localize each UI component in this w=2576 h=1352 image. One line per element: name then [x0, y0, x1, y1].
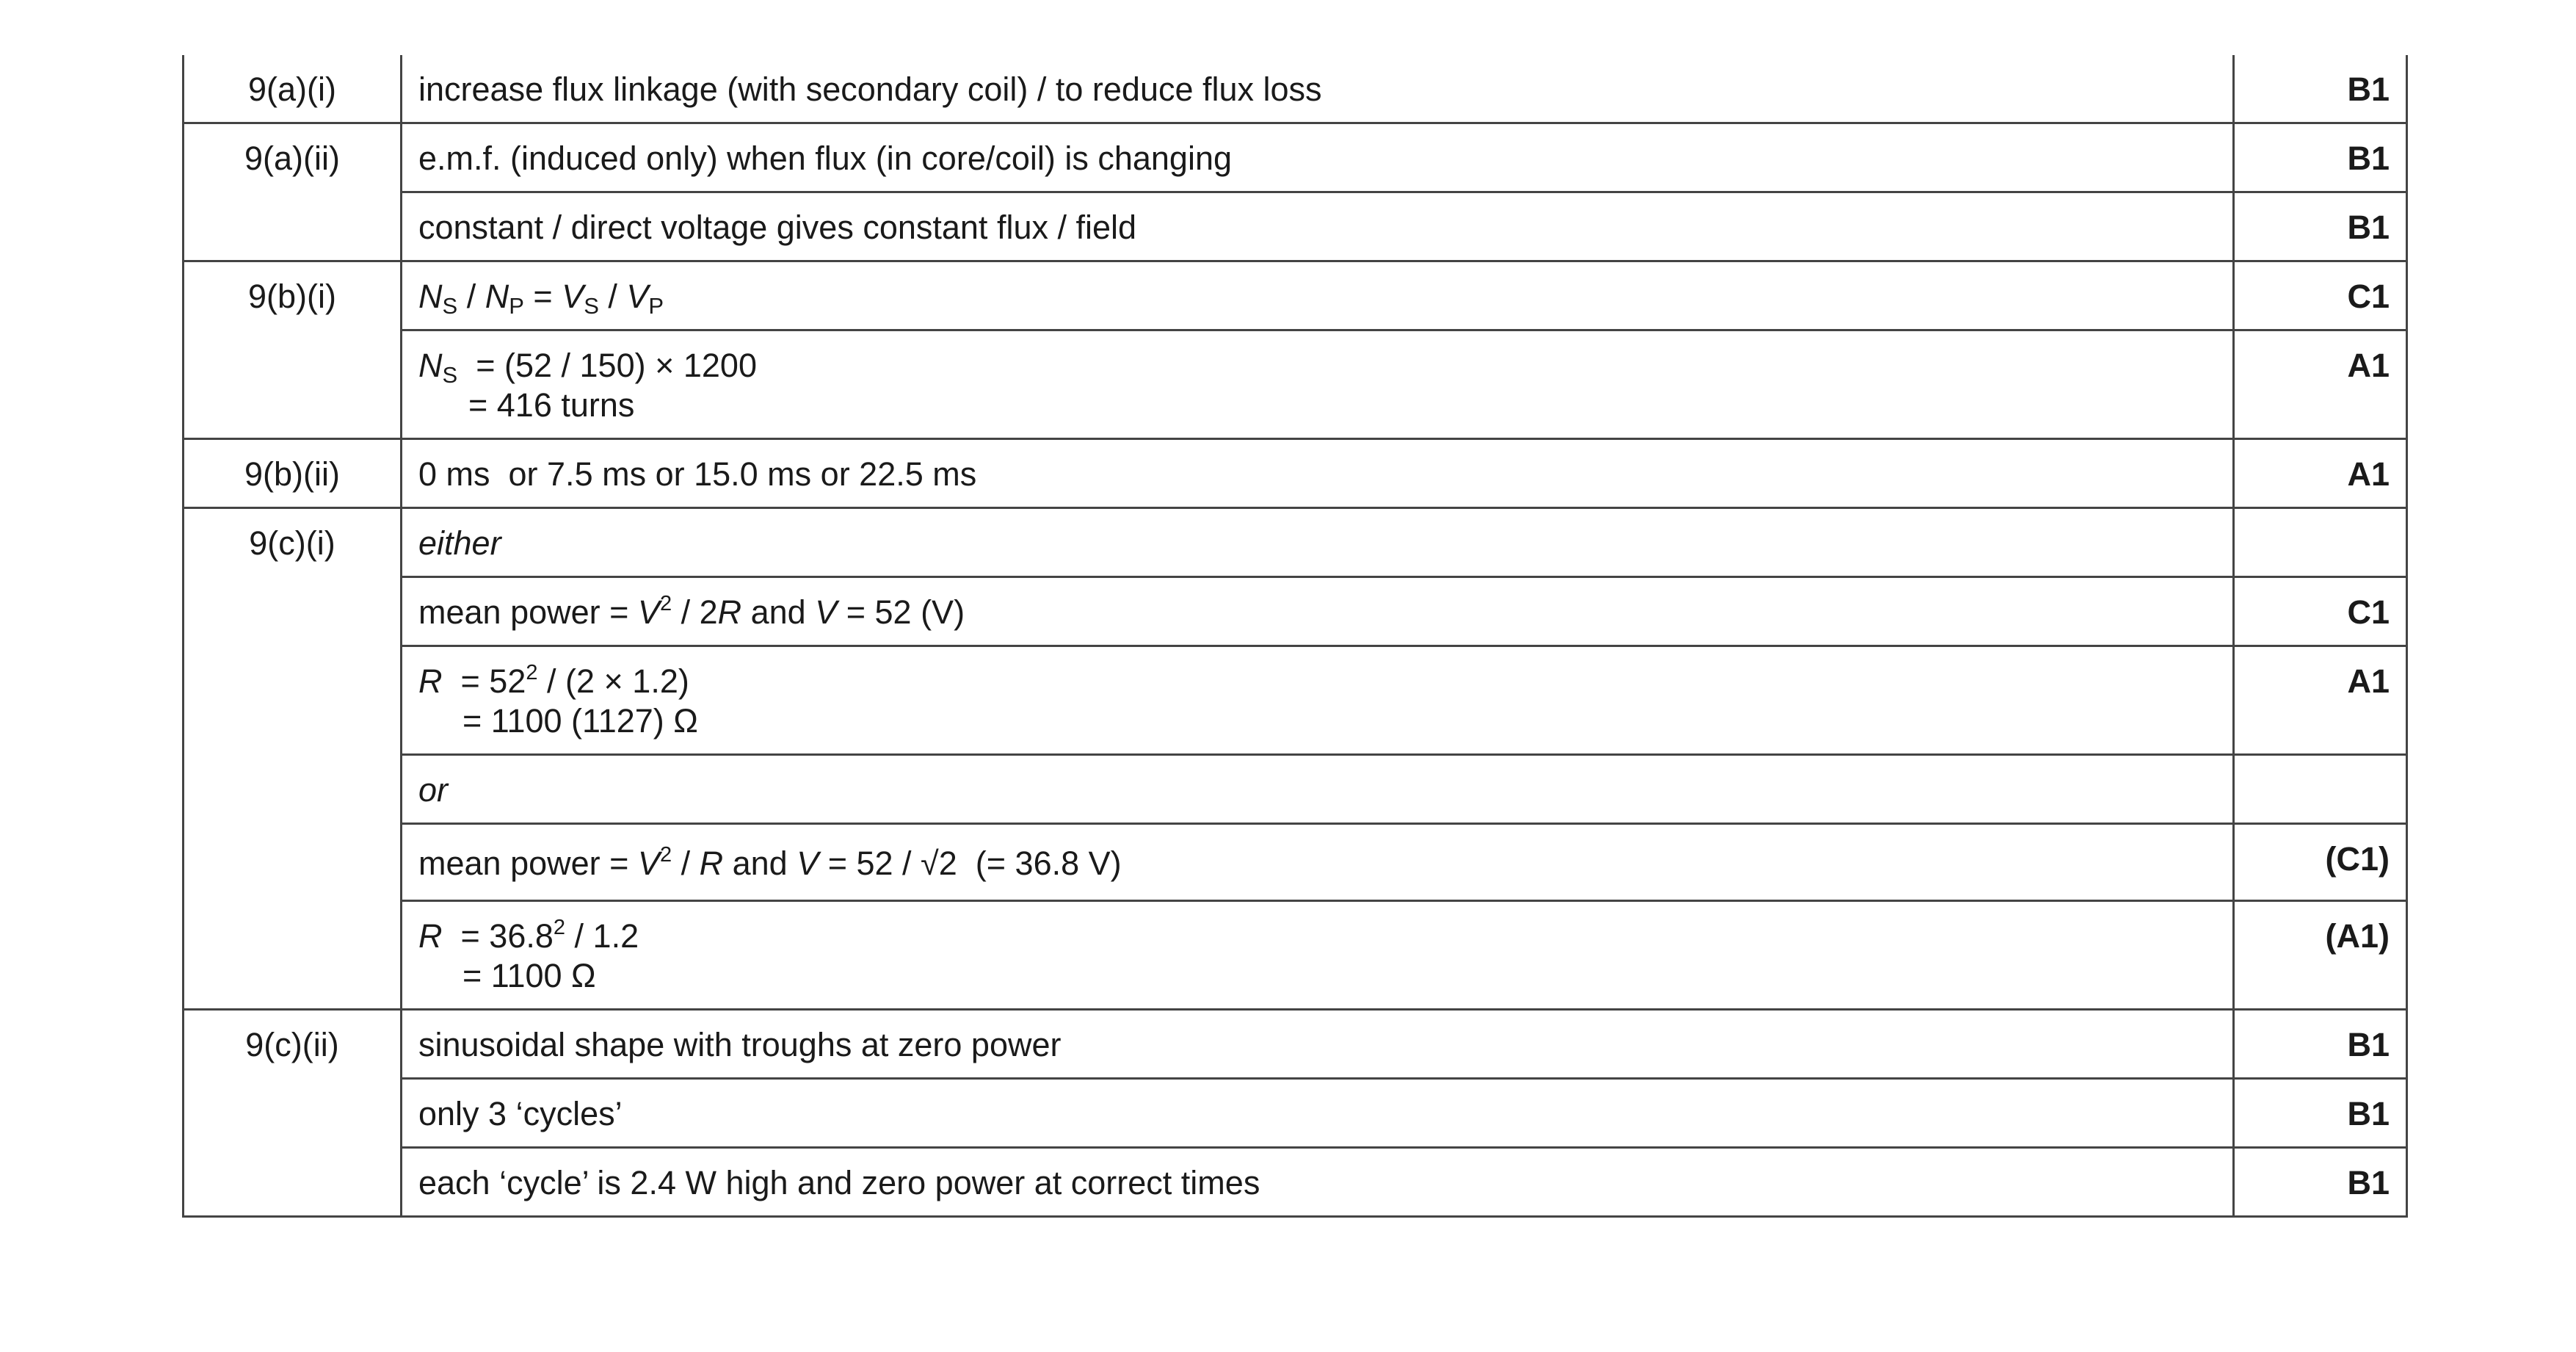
mark: [2234, 508, 2407, 577]
answer-text: each ‘cycle’ is 2.4 W high and zero power at correct times: [402, 1148, 2234, 1217]
answer-text: sinusoidal shape with troughs at zero power: [402, 1010, 2234, 1079]
working-line-2: = 1100 (1127) Ω: [462, 702, 698, 740]
working-line-1: = (52 / 150) × 1200: [476, 347, 757, 384]
mark: [2234, 755, 2407, 824]
table-row: [184, 192, 2407, 261]
table-row: [184, 646, 2407, 755]
operator: =: [523, 278, 562, 315]
mark: C1: [2234, 261, 2407, 330]
table-row: [184, 261, 2407, 330]
formula-text: /: [672, 845, 700, 882]
mark: B1: [2234, 123, 2407, 192]
working-line-2: = 416 turns: [468, 386, 635, 424]
symbol-R: R: [418, 917, 443, 955]
question-number: 9(c)(ii): [184, 1010, 402, 1217]
table-row: [184, 55, 2407, 123]
mark: A1: [2234, 646, 2407, 755]
symbol-N: N: [485, 278, 509, 315]
subscript-S: S: [442, 362, 458, 388]
question-number: 9(c)(i): [184, 508, 402, 1010]
formula-text: and: [723, 845, 797, 882]
mark: C1: [2234, 577, 2407, 646]
subscript-S: S: [442, 293, 458, 319]
question-number: 9(b)(ii): [184, 439, 402, 508]
formula-text: = 52 / √2 (= 36.8 V): [819, 845, 1122, 882]
table-row: [184, 824, 2407, 901]
mark: (A1): [2234, 901, 2407, 1010]
table-row: [184, 755, 2407, 824]
table-row: [184, 1079, 2407, 1148]
working-line-1-rest: / 1.2: [565, 917, 639, 955]
symbol-R: R: [717, 593, 742, 631]
answer-text: e.m.f. (induced only) when flux (in core/coil) is changing: [402, 123, 2234, 192]
superscript: 2: [659, 843, 672, 867]
table-row: [184, 577, 2407, 646]
answer-formula: [402, 261, 2234, 330]
answer-text: either: [402, 508, 2234, 577]
answer-text: constant / direct voltage gives constant flux / field: [402, 192, 2234, 261]
operator: /: [457, 278, 485, 315]
superscript: 2: [526, 661, 538, 684]
formula-text: mean power =: [418, 593, 638, 631]
mark: B1: [2234, 1148, 2407, 1217]
table-row: [184, 1010, 2407, 1079]
mark: A1: [2234, 330, 2407, 439]
mark: B1: [2234, 1079, 2407, 1148]
answer-text: only 3 ‘cycles’: [402, 1079, 2234, 1148]
working-line-1-rest: / (2 × 1.2): [537, 662, 689, 700]
working-line-2: = 1100 Ω: [462, 957, 596, 994]
symbol-V: V: [815, 593, 838, 631]
question-number: 9(a)(ii): [184, 123, 402, 261]
subscript-S: S: [584, 293, 599, 319]
symbol-V: V: [637, 593, 660, 631]
formula-text: = 52 (V): [837, 593, 965, 631]
mark: B1: [2234, 1010, 2407, 1079]
question-number: 9(a)(i): [184, 55, 402, 123]
formula-text: and: [741, 593, 816, 631]
symbol-V: V: [626, 278, 649, 315]
subscript-P: P: [509, 293, 524, 319]
table-row: [184, 330, 2407, 439]
mark-scheme-table: [182, 55, 2408, 1218]
subscript-P: P: [648, 293, 664, 319]
operator: /: [598, 278, 627, 315]
working-line-1: = 52: [460, 662, 526, 700]
mark: (C1): [2234, 824, 2407, 901]
answer-text: or: [402, 755, 2234, 824]
symbol-V: V: [637, 845, 660, 882]
table-row: [184, 439, 2407, 508]
table-row: [184, 901, 2407, 1010]
symbol-R: R: [418, 662, 443, 700]
symbol-V: V: [562, 278, 584, 315]
answer-formula: [402, 577, 2234, 646]
working-line-1: = 36.8: [460, 917, 554, 955]
answer-working: [402, 901, 2234, 1010]
answer-formula: [402, 824, 2234, 901]
superscript: 2: [659, 592, 672, 615]
table-row: [184, 1148, 2407, 1217]
question-number: 9(b)(i): [184, 261, 402, 439]
mark: B1: [2234, 192, 2407, 261]
formula-text: mean power =: [418, 845, 638, 882]
mark: B1: [2234, 55, 2407, 123]
answer-text: increase flux linkage (with secondary coil) / to reduce flux loss: [402, 55, 2234, 123]
answer-text: 0 ms or 7.5 ms or 15.0 ms or 22.5 ms: [402, 439, 2234, 508]
table-row: [184, 123, 2407, 192]
table-row: [184, 508, 2407, 577]
formula-text: / 2: [672, 593, 718, 631]
symbol-N: N: [418, 347, 443, 384]
symbol-V: V: [797, 845, 819, 882]
answer-working: [402, 646, 2234, 755]
symbol-N: N: [418, 278, 443, 315]
mark: A1: [2234, 439, 2407, 508]
answer-working: [402, 330, 2234, 439]
superscript: 2: [553, 916, 566, 939]
symbol-R: R: [699, 845, 724, 882]
